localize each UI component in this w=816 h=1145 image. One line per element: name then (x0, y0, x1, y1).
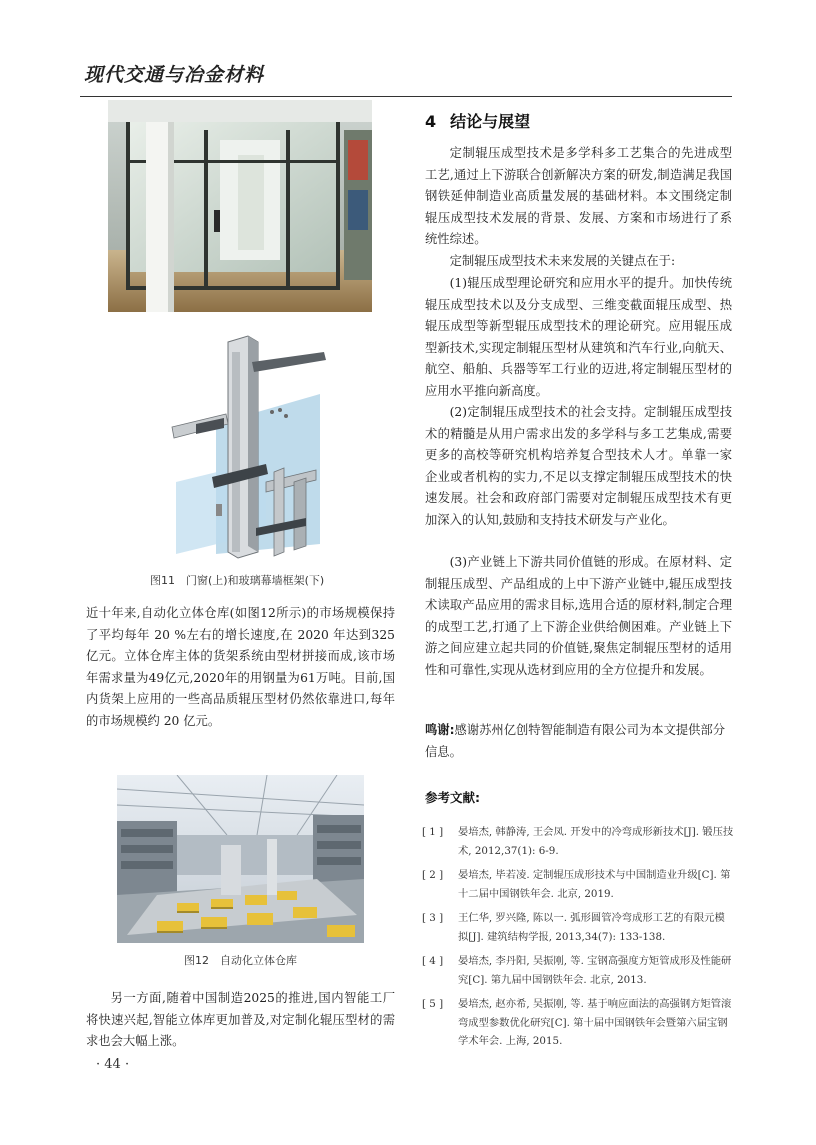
figure-12-caption: 图12 自动化立体仓库 (184, 954, 297, 967)
figure-12-warehouse-photo (117, 775, 364, 943)
reference-tag: [ 1 ] (422, 826, 444, 838)
reference-tag: [ 5 ] (422, 998, 444, 1010)
right-paragraph-3: (1)辊压成型理论研究和应用水平的提升。加快传统辊压成型技术以及分支成型、三维变截面辊压成型、热辊压成型等新型辊压成型技术的理论研究。应用辊压成型新技术,实现定制辊压型材从建筑和汽车行业,向航天、航空、船舶、兵器等军工行业的迈进,将定制辊压型材的应用水平推向新高度。 (425, 276, 732, 398)
acknowledgement (425, 720, 732, 763)
figure-11-caption: 图11 门窗(上)和玻璃幕墙框架(下) (150, 574, 325, 587)
figure-11-door-photo (108, 100, 372, 312)
right-paragraph-1: 定制辊压成型技术是多学科多工艺集合的先进成型工艺,通过上下游联合创新解决方案的研发,制造满足我国钢铁延伸制造业高质量发展的基础材料。本文围绕定制辊压成型技术发展的背景、发展、方案和市场进行了系统性综述。 (425, 146, 732, 247)
reference-list (422, 823, 734, 1057)
acknowledgement-text: 感谢苏州亿创特智能制造有限公司为本文提供部分信息。 (425, 723, 726, 759)
reference-item (422, 995, 734, 1051)
reference-text: 晏培杰, 赵亦希, 吴振刚, 等. 基于响应面法的高强钢方矩管滚弯成型参数优化研究[C]. 第十届中国钢铁年会暨第六届宝钢学术年会. 上海, 2015. (458, 998, 732, 1047)
acknowledgement-label: 鸣谢: (425, 723, 455, 737)
reference-tag: [ 3 ] (422, 912, 444, 924)
journal-logo: 现代交通与冶金材料 (84, 64, 265, 86)
reference-text: 晏培杰, 毕若凌. 定制辊压成形技术与中国制造业升级[C]. 第十二届中国钢铁年会. 北京, 2019. (458, 869, 731, 900)
reference-tag: [ 2 ] (422, 869, 444, 881)
section-heading (425, 109, 530, 132)
reference-item (422, 952, 734, 989)
reference-item (422, 909, 734, 946)
reference-item (422, 823, 734, 860)
right-paragraph-5: (3)产业链上下游共同价值链的形成。在原材料、定制辊压成型、产品组成的上中下游产业链中,辊压成型技术读取产品应用的需求目标,选用合适的原材料,制定合理的成型工艺,打通了上下游企业供给侧困难。产业链上下游之间应建立起共同的价值链,聚焦定制辊压型材的适用性和可靠性,实现从选材到应用的全方位提升和发展。 (425, 555, 732, 677)
reference-item (422, 866, 734, 903)
left-paragraph-2: 另一方面,随着中国制造2025的推进,国内智能工厂将快速兴起,智能立体库更加普及,对定制化辊压型材的需求也会大幅上涨。 (86, 991, 395, 1049)
left-paragraph-1: 近十年来,自动化立体仓库(如图12所示)的市场规模保持了平均每年 20 %左右的增长速度,在 2020 年达到325亿元。立体仓库主体的货架系统由型材拼接而成,该市场年需求量为49亿元,2020年的用钢量为61万吨。目前,国内货架上应用的一些高品质辊压型材仍然依靠进口,每年的市场规模约 20 亿元。 (86, 606, 395, 728)
reference-text: 王仁华, 罗兴隆, 陈以一. 弧形圆管冷弯成形工艺的有限元模拟[J]. 建筑结构学报, 2013,34(7): 133-138. (458, 912, 725, 943)
section-title: 结论与展望 (450, 112, 531, 131)
header-rule (80, 96, 732, 97)
right-paragraph-4: (2)定制辊压成型技术的社会支持。定制辊压成型技术的精髓是从用户需求出发的多学科与多工艺集成,需要更多的高校等研究机构培养复合型技术人才。单靠一家企业或者机构的实力,不足以支撑定制辊压成型技术的快速发展。社会和政府部门需要对定制辊压成型技术有更加深入的认知,鼓励和支持技术研发与产业化。 (425, 405, 732, 527)
reference-text: 晏培杰, 韩静涛, 王会凤. 开发中的冷弯成形新技术[J]. 锻压技术, 2012,37(1): 6-9. (458, 826, 734, 857)
reference-tag: [ 4 ] (422, 955, 444, 967)
figure-11-curtain-wall-frame (156, 332, 330, 560)
section-number: 4 (425, 112, 437, 131)
right-paragraph-2: 定制辊压成型技术未来发展的关键点在于: (449, 254, 676, 268)
references-title: 参考文献: (425, 790, 480, 805)
page-number: · 44 · (96, 1057, 130, 1072)
reference-text: 晏培杰, 李丹阳, 吴振刚, 等. 宝钢高强度方矩管成形及性能研究[C]. 第九届中国钢铁年会. 北京, 2013. (458, 955, 732, 986)
